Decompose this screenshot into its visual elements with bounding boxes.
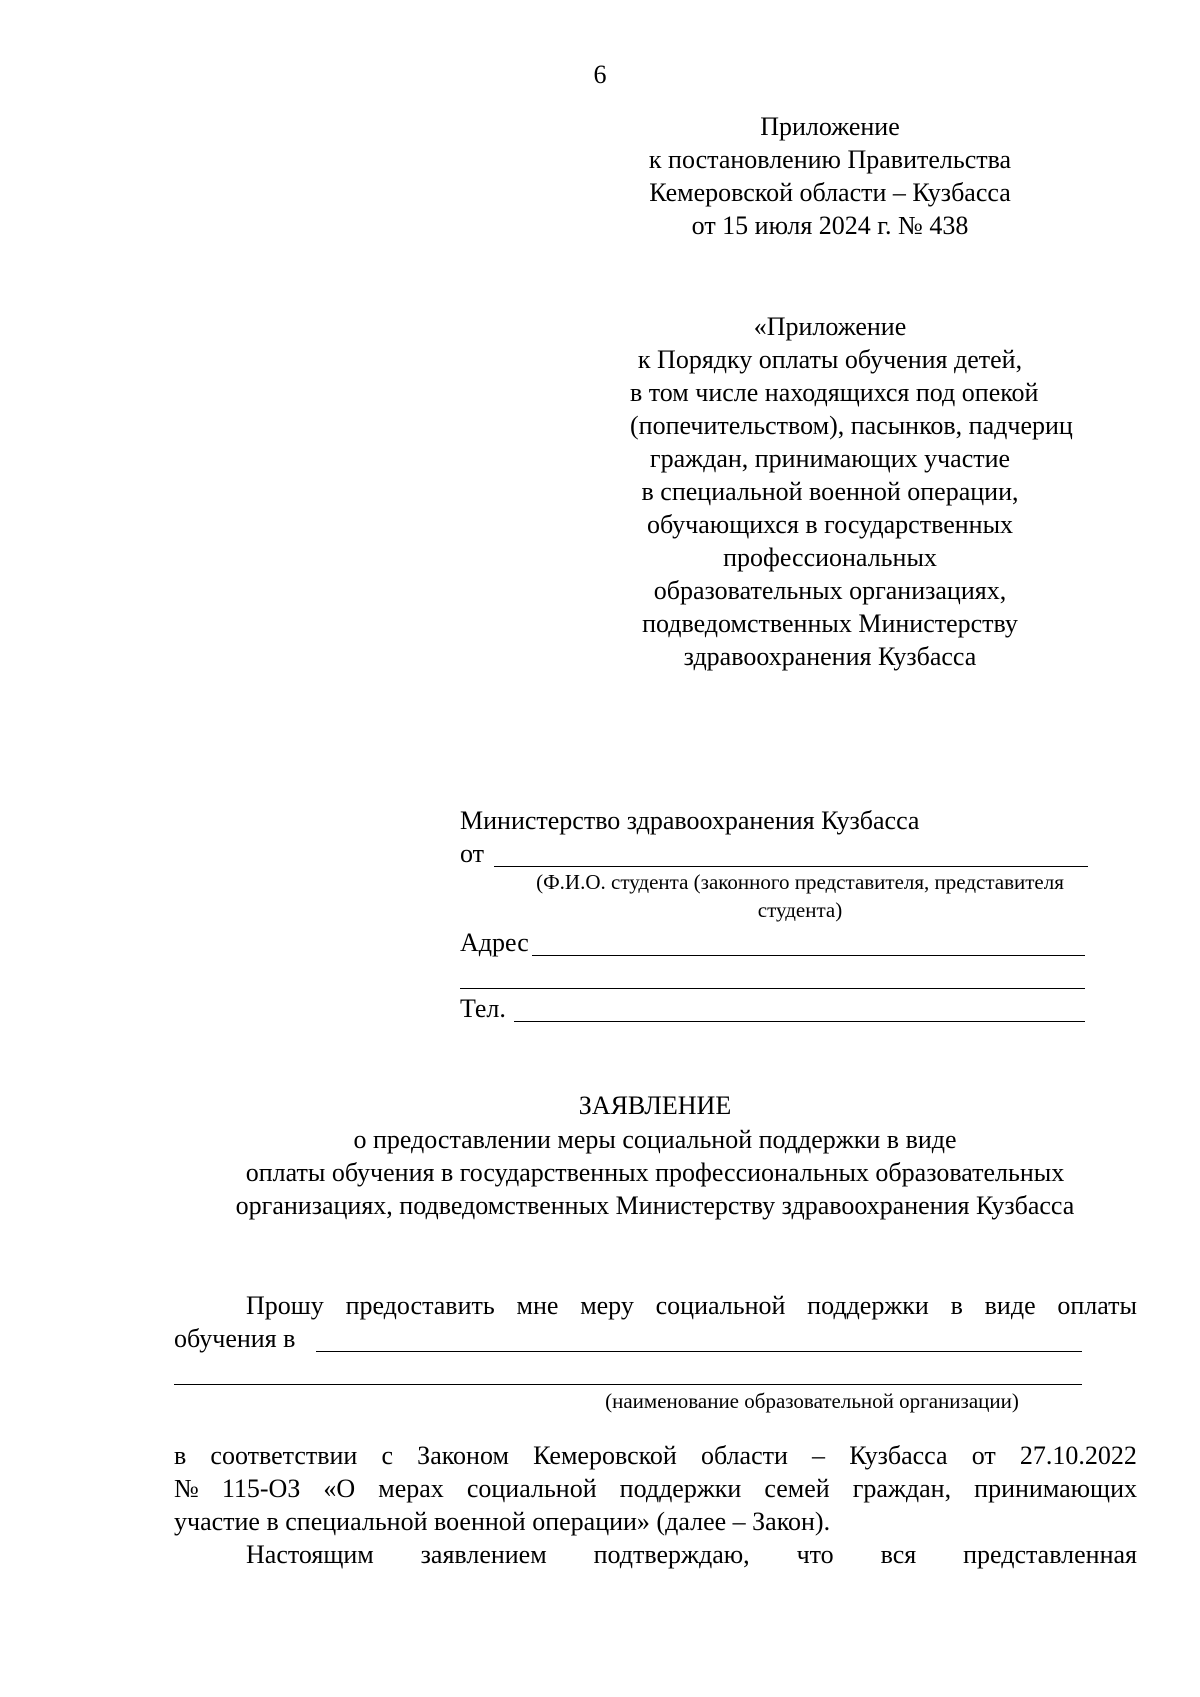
fio-field-line[interactable]	[494, 866, 1088, 867]
word: что	[796, 1540, 834, 1569]
word: Законом	[417, 1441, 509, 1470]
word: мне	[516, 1291, 559, 1320]
word: поддержки	[807, 1291, 929, 1320]
word: граждан,	[852, 1474, 952, 1503]
word: в	[950, 1291, 963, 1320]
law-line	[174, 1476, 1137, 1502]
word: заявлением	[420, 1540, 547, 1569]
word: предоставить	[345, 1291, 495, 1320]
order-appendix-line: «Приложение	[753, 312, 907, 341]
statement-subtitle-line: оплаты обучения в государственных профессиональных образовательных	[245, 1158, 1065, 1187]
address-field-line[interactable]	[532, 955, 1085, 956]
fio-caption: студента)	[757, 898, 843, 922]
from-label: от	[460, 839, 485, 868]
order-appendix-line: в специальной военной операции,	[641, 477, 1019, 506]
word: социальной	[466, 1474, 597, 1503]
word: оплаты	[1057, 1291, 1137, 1320]
word: представленная	[963, 1540, 1137, 1569]
appendix-header-line: от 15 июля 2024 г. № 438	[691, 211, 969, 240]
word: соответствии	[210, 1441, 358, 1470]
word: Настоящим	[246, 1540, 374, 1569]
word: поддержки	[619, 1474, 742, 1503]
phone-field-line[interactable]	[514, 1021, 1085, 1022]
word: 115-ОЗ	[221, 1474, 301, 1503]
word: области	[700, 1441, 788, 1470]
word: –	[812, 1441, 826, 1470]
word: 27.10.2022	[1019, 1441, 1137, 1470]
fio-caption: (Ф.И.О. студента (законного представителя, представителя	[536, 870, 1064, 894]
order-appendix-line: подведомственных Министерству	[642, 609, 1018, 638]
address-label: Адрес	[460, 928, 529, 957]
appendix-header-line: к постановлению Правительства	[648, 145, 1012, 174]
word: от	[971, 1441, 996, 1470]
word: принимающих	[974, 1474, 1137, 1503]
page-number: 6	[593, 60, 607, 89]
statement-subtitle-line: о предоставлении меры социальной поддержки в виде	[353, 1125, 957, 1154]
order-appendix-line: к Порядку оплаты обучения детей,	[637, 345, 1023, 374]
address-field-line-2[interactable]	[460, 988, 1085, 989]
word: семей	[764, 1474, 830, 1503]
word: в	[174, 1441, 187, 1470]
order-appendix-line: (попечительством), пасынков, падчериц	[630, 411, 1073, 440]
order-appendix-line: профессиональных	[723, 543, 937, 572]
statement-subtitle-line: организациях, подведомственных Министерству здравоохранения Кузбасса	[235, 1191, 1075, 1220]
ministry-name: Министерство здравоохранения Кузбасса	[460, 806, 920, 835]
word: Кузбасса	[849, 1441, 948, 1470]
law-line	[174, 1443, 1137, 1469]
law-line: участие в специальной военной операции» (далее – Закон).	[174, 1507, 831, 1536]
word: №	[174, 1474, 199, 1503]
statement-title: ЗАЯВЛЕНИЕ	[578, 1091, 732, 1120]
org-field-line-2[interactable]	[174, 1384, 1082, 1385]
confirm-line	[246, 1542, 1137, 1568]
org-field-line[interactable]	[316, 1351, 1082, 1352]
word: социальной	[655, 1291, 786, 1320]
order-appendix-line: здравоохранения Кузбасса	[683, 642, 977, 671]
word: вся	[880, 1540, 917, 1569]
word: мерах	[378, 1474, 444, 1503]
word: Прошу	[246, 1291, 324, 1320]
word: подтверждаю,	[593, 1540, 750, 1569]
request-line-2-label: обучения в	[174, 1324, 296, 1353]
word: с	[381, 1441, 394, 1470]
word: виде	[984, 1291, 1036, 1320]
request-line	[246, 1293, 1137, 1319]
order-appendix-line: в том числе находящихся под опекой	[630, 378, 1039, 407]
appendix-header-line: Кемеровской области – Кузбасса	[649, 178, 1011, 207]
word: меру	[580, 1291, 634, 1320]
word: «О	[323, 1474, 356, 1503]
org-caption: (наименование образовательной организации)	[605, 1389, 1019, 1413]
order-appendix-line: образовательных организациях,	[653, 576, 1007, 605]
word: Кемеровской	[533, 1441, 677, 1470]
appendix-header-line: Приложение	[760, 112, 900, 141]
phone-label: Тел.	[460, 994, 506, 1023]
order-appendix-line: граждан, принимающих участие	[649, 444, 1011, 473]
order-appendix-line: обучающихся в государственных	[646, 510, 1014, 539]
